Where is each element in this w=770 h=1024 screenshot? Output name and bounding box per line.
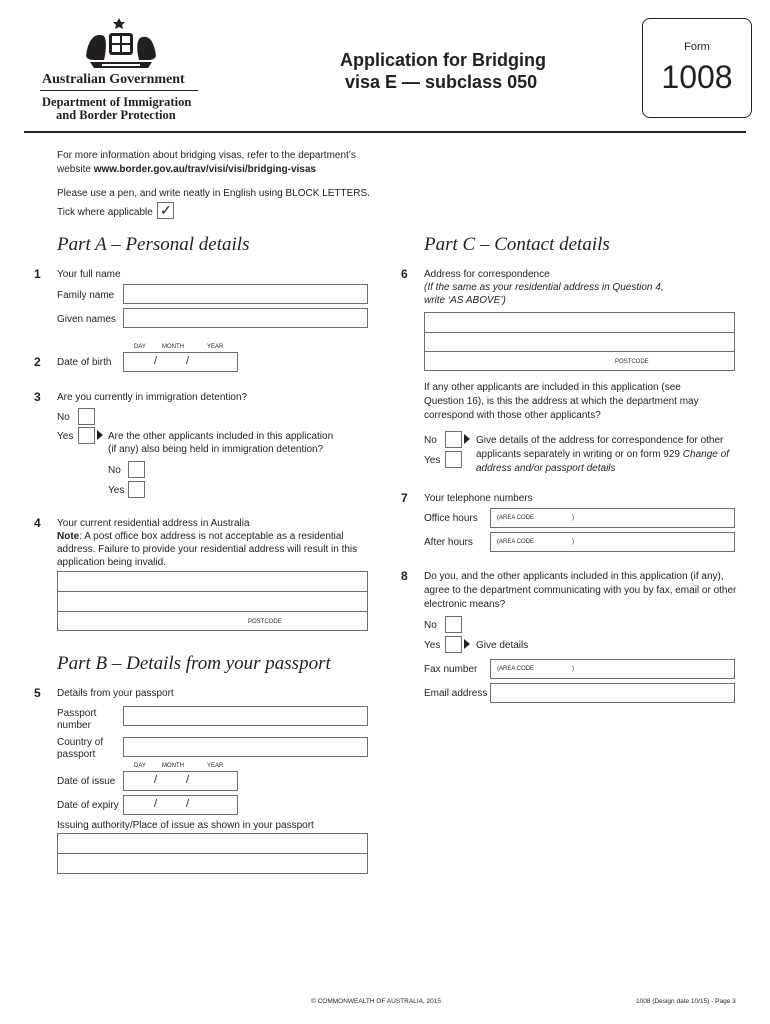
passport-number-label-1: Passport <box>57 708 97 719</box>
q6-give-line1: Give details of the address for correspondence for other <box>476 435 724 446</box>
q3-sub-no-checkbox[interactable] <box>128 461 145 478</box>
after-hours-phone-input[interactable] <box>490 532 735 552</box>
area-code-caption: (AREA CODE <box>497 666 535 672</box>
date-of-expiry-label: Date of expiry <box>57 800 119 811</box>
postcode-caption: POSTCODE <box>248 619 282 625</box>
email-address-label: Email address <box>424 688 488 699</box>
footer-page-info: 1008 (Design date 10/15) - Page 3 <box>636 998 736 1005</box>
coat-of-arms-logo <box>82 16 160 72</box>
area-code-caption: (AREA CODE <box>497 539 535 545</box>
area-code-close: ) <box>572 666 574 672</box>
q3-sub-no-label: No <box>108 465 121 476</box>
q8-line3: electronic means? <box>424 599 506 610</box>
q3-number: 3 <box>34 390 41 404</box>
q8-line1: Do you, and the other applicants included in this application (if any), <box>424 571 724 582</box>
dept-name-line2: and Border Protection <box>56 108 176 122</box>
q6-number: 6 <box>401 267 408 281</box>
q8-yes-checkbox[interactable] <box>445 636 462 653</box>
passport-number-label-2: number <box>57 720 91 731</box>
q7-number: 7 <box>401 491 408 505</box>
q6-form-929-title: Change of <box>682 449 729 460</box>
given-names-label: Given names <box>57 314 116 325</box>
footer-copyright: © COMMONWEALTH OF AUSTRALIA, 2015 <box>311 998 441 1005</box>
q8-line2: agree to the department communicating with you by fax, email or other <box>424 585 737 596</box>
family-name-input[interactable] <box>123 284 368 304</box>
q8-arrow-icon <box>464 639 470 649</box>
form-title-line2: visa E — subclass 050 <box>345 72 538 92</box>
given-names-input[interactable] <box>123 308 368 328</box>
dept-name-line1: Department of Immigration <box>42 95 192 109</box>
form-title-line1: Application for Bridging <box>340 50 546 70</box>
email-address-input[interactable] <box>490 683 735 703</box>
q6-give-line2 <box>476 449 729 460</box>
q6-other-line3: correspond with those other applicants? <box>424 410 601 421</box>
country-label-2: passport <box>57 749 96 760</box>
issue-year-caption: YEAR <box>207 763 224 769</box>
q5-label: Details from your passport <box>57 688 174 699</box>
q6-label: Address for correspondence <box>424 269 550 280</box>
q3-sub-yes-label: Yes <box>108 485 125 496</box>
gov-divider <box>40 90 198 91</box>
q6-no-checkbox[interactable] <box>445 431 462 448</box>
part-c-heading: Part C – Contact details <box>424 234 610 255</box>
issue-slash-2: / <box>186 774 190 786</box>
q3-no-checkbox[interactable] <box>78 408 95 425</box>
office-hours-phone-input[interactable] <box>490 508 735 528</box>
issue-day-caption: DAY <box>134 763 146 769</box>
q3-yes-label: Yes <box>57 431 74 442</box>
info-line2 <box>57 164 316 175</box>
q6-other-line2: Question 16), is this the address at which the department may <box>424 396 699 407</box>
after-hours-label: After hours <box>424 537 473 548</box>
expiry-slash-1: / <box>154 798 158 810</box>
q7-label: Your telephone numbers <box>424 493 533 504</box>
q4-line4: application being invalid. <box>57 557 166 568</box>
area-code-close: ) <box>572 539 574 545</box>
form-label: Form <box>684 41 710 53</box>
area-code-close: ) <box>572 515 574 521</box>
q8-give-details: Give details <box>476 640 529 651</box>
q2-label: Date of birth <box>57 357 112 368</box>
residential-address-input[interactable] <box>57 571 368 631</box>
q6-hint-line2: write ‘AS ABOVE’) <box>424 295 506 306</box>
date-of-expiry-input[interactable] <box>123 795 238 815</box>
office-hours-label: Office hours <box>424 513 478 524</box>
gov-name: Australian Government <box>42 72 185 87</box>
dob-day-caption: DAY <box>134 344 146 350</box>
q6-yes-checkbox[interactable] <box>445 451 462 468</box>
date-of-issue-label: Date of issue <box>57 776 116 787</box>
dob-slash-2: / <box>186 355 190 367</box>
area-code-caption: (AREA CODE <box>497 515 535 521</box>
q3-follow-line1: Are the other applicants included in this application <box>108 431 334 442</box>
correspondence-row-divider <box>425 332 734 333</box>
postcode-caption: POSTCODE <box>615 359 649 365</box>
q4-note-text: : A post office box address is not acceptable as a residential <box>79 531 344 542</box>
info-line1: For more information about bridging visas, refer to the department’s <box>57 150 356 161</box>
q6-give-line2-text: applicants separately in writing or on form 929 <box>476 449 683 460</box>
q4-line1: Your current residential address in Australia <box>57 518 250 529</box>
q4-note-label: Note <box>57 531 80 542</box>
passport-number-input[interactable] <box>123 706 368 726</box>
correspondence-address-input[interactable] <box>424 312 735 371</box>
issuing-authority-label: Issuing authority/Place of issue as shown in your passport <box>57 820 314 831</box>
part-a-heading: Part A – Personal details <box>57 234 250 255</box>
dob-slash-1: / <box>154 355 158 367</box>
authority-row-divider <box>58 853 367 854</box>
q3-no-label: No <box>57 412 70 423</box>
info-website-label: website <box>57 164 94 175</box>
q8-no-checkbox[interactable] <box>445 616 462 633</box>
country-of-passport-input[interactable] <box>123 737 368 757</box>
dob-input[interactable] <box>123 352 238 372</box>
q6-yes-label: Yes <box>424 455 441 466</box>
q4-number: 4 <box>34 516 41 530</box>
fax-number-label: Fax number <box>424 664 478 675</box>
issue-month-caption: MONTH <box>162 763 184 769</box>
info-url[interactable]: www.border.gov.au/trav/visi/visi/bridging-visas <box>93 164 316 175</box>
issue-slash-1: / <box>154 774 158 786</box>
part-b-heading: Part B – Details from your passport <box>57 653 331 674</box>
form-number: 1008 <box>661 59 733 95</box>
tick-label: Tick where applicable <box>57 207 153 218</box>
q5-number: 5 <box>34 686 41 700</box>
q8-yes-label: Yes <box>424 640 441 651</box>
q6-no-label: No <box>424 435 437 446</box>
correspondence-row-divider <box>425 351 734 352</box>
header-rule <box>24 131 746 133</box>
tick-example-box <box>157 202 174 219</box>
pen-note: Please use a pen, and write neatly in English using BLOCK LETTERS. <box>57 188 370 199</box>
q6-give-line3: address and/or passport details <box>476 463 616 474</box>
q3-yes-checkbox[interactable] <box>78 427 95 444</box>
dob-year-caption: YEAR <box>207 344 224 350</box>
q6-arrow-icon <box>464 434 470 444</box>
family-name-label: Family name <box>57 290 115 301</box>
q3-label: Are you currently in immigration detention? <box>57 392 248 403</box>
form-number-box <box>642 18 752 118</box>
q6-other-line1: If any other applicants are included in this application (see <box>424 382 681 393</box>
q1-label: Your full name <box>57 269 121 280</box>
issuing-authority-input[interactable] <box>57 833 368 874</box>
q6-hint-line1: (If the same as your residential address in Question 4, <box>424 282 664 293</box>
q3-follow-line2: (if any) also being held in immigration detention? <box>108 444 324 455</box>
q1-number: 1 <box>34 267 41 281</box>
q2-number: 2 <box>34 355 41 369</box>
address-row-divider <box>58 611 367 612</box>
dob-month-caption: MONTH <box>162 344 184 350</box>
q4-line3: address. Failure to provide your residential address will result in this <box>57 544 358 555</box>
country-label-1: Country of <box>57 737 104 748</box>
q3-arrow-icon <box>97 430 103 440</box>
date-of-issue-input[interactable] <box>123 771 238 791</box>
q4-line2 <box>57 531 344 542</box>
q3-sub-yes-checkbox[interactable] <box>128 481 145 498</box>
address-row-divider <box>58 591 367 592</box>
tick-mark: ✓ <box>160 202 172 218</box>
q8-no-label: No <box>424 620 437 631</box>
fax-number-input[interactable] <box>490 659 735 679</box>
q8-number: 8 <box>401 569 408 583</box>
expiry-slash-2: / <box>186 798 190 810</box>
